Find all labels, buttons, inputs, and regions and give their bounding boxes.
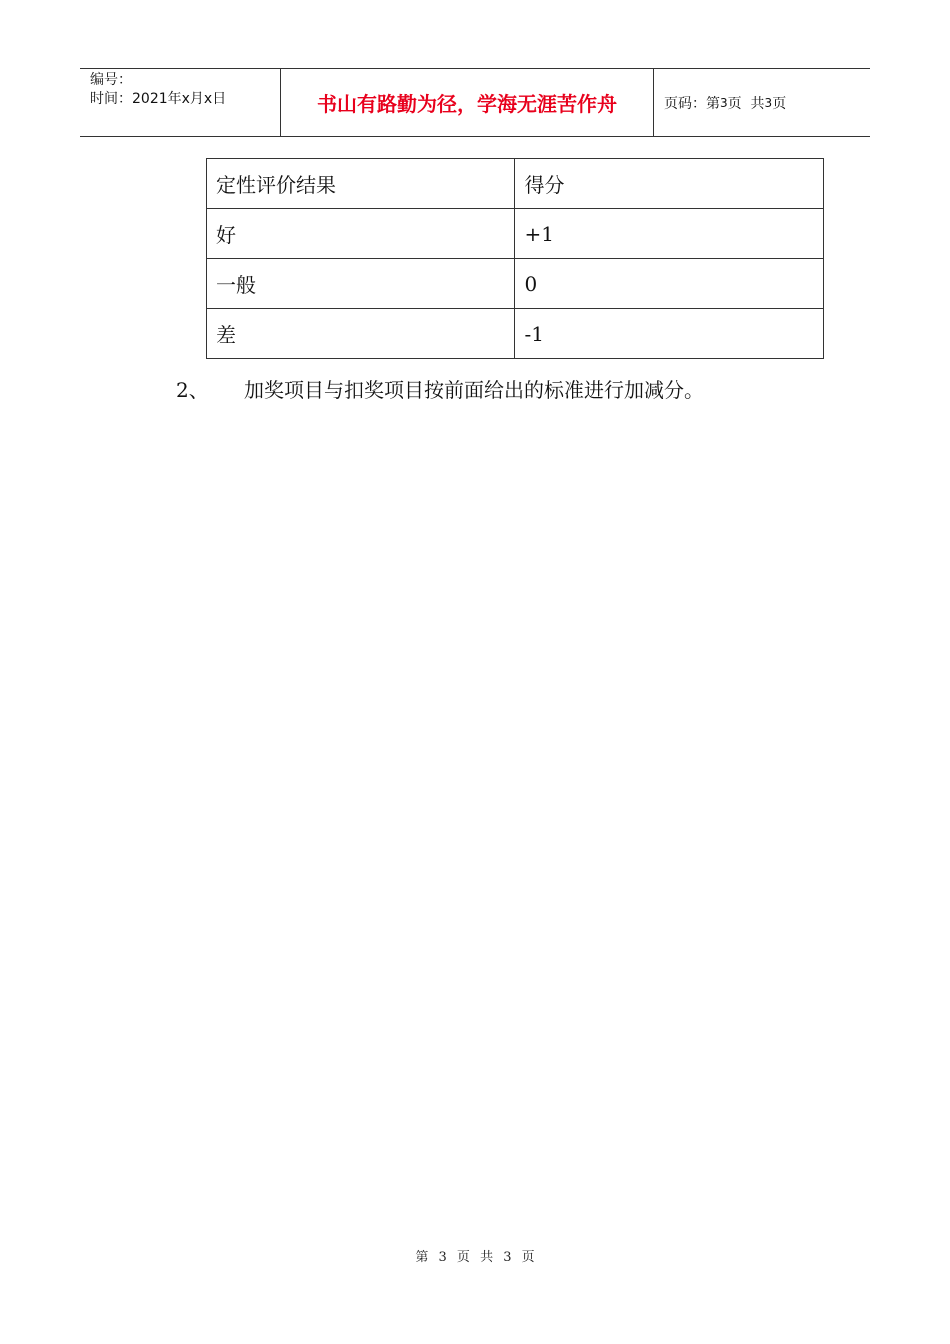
evaluation-score-table: [206, 158, 824, 359]
code-label: 编号：: [90, 72, 132, 88]
table-cell: +1: [515, 209, 824, 259]
page-header: [80, 68, 870, 137]
table-cell: -1: [515, 309, 824, 359]
table-header-cell: 得分: [515, 159, 824, 209]
list-item-text: 加奖项目与扣奖项目按前面给出的标准进行加减分。: [244, 378, 704, 402]
time-label: 时间：2021年x月x日: [90, 91, 227, 107]
footer-total-pages: 3: [503, 1250, 512, 1265]
page-prefix: 页码：第: [664, 95, 720, 112]
page-suffix: 页: [772, 95, 787, 112]
table-header-row: [207, 159, 824, 209]
header-motto-cell: [281, 69, 654, 136]
list-item: [176, 374, 704, 403]
table-row: [207, 259, 824, 309]
table-cell: 0: [515, 259, 824, 309]
table-row: [207, 209, 824, 259]
table-row: [207, 309, 824, 359]
header-meta: [80, 69, 281, 136]
page-mid: 页 共: [727, 95, 765, 112]
footer-total-word: 共: [480, 1250, 494, 1265]
page-total: 3: [764, 95, 773, 110]
table-cell: 好: [207, 209, 515, 259]
page-current: 3: [720, 95, 728, 110]
footer-prefix: 第: [415, 1250, 429, 1265]
footer-page-word: 页: [456, 1250, 470, 1265]
page-footer: [0, 1246, 950, 1265]
table-cell: 差: [207, 309, 515, 359]
motto: 书山有路勤为径，学海无涯苦作舟: [317, 92, 617, 116]
footer-current-page: 3: [438, 1250, 447, 1265]
header-page-info: [654, 69, 870, 136]
table-cell: 一般: [207, 259, 515, 309]
list-item-number: 2、: [176, 378, 209, 402]
footer-suffix: 页: [521, 1250, 535, 1265]
table-header-cell: 定性评价结果: [207, 159, 515, 209]
